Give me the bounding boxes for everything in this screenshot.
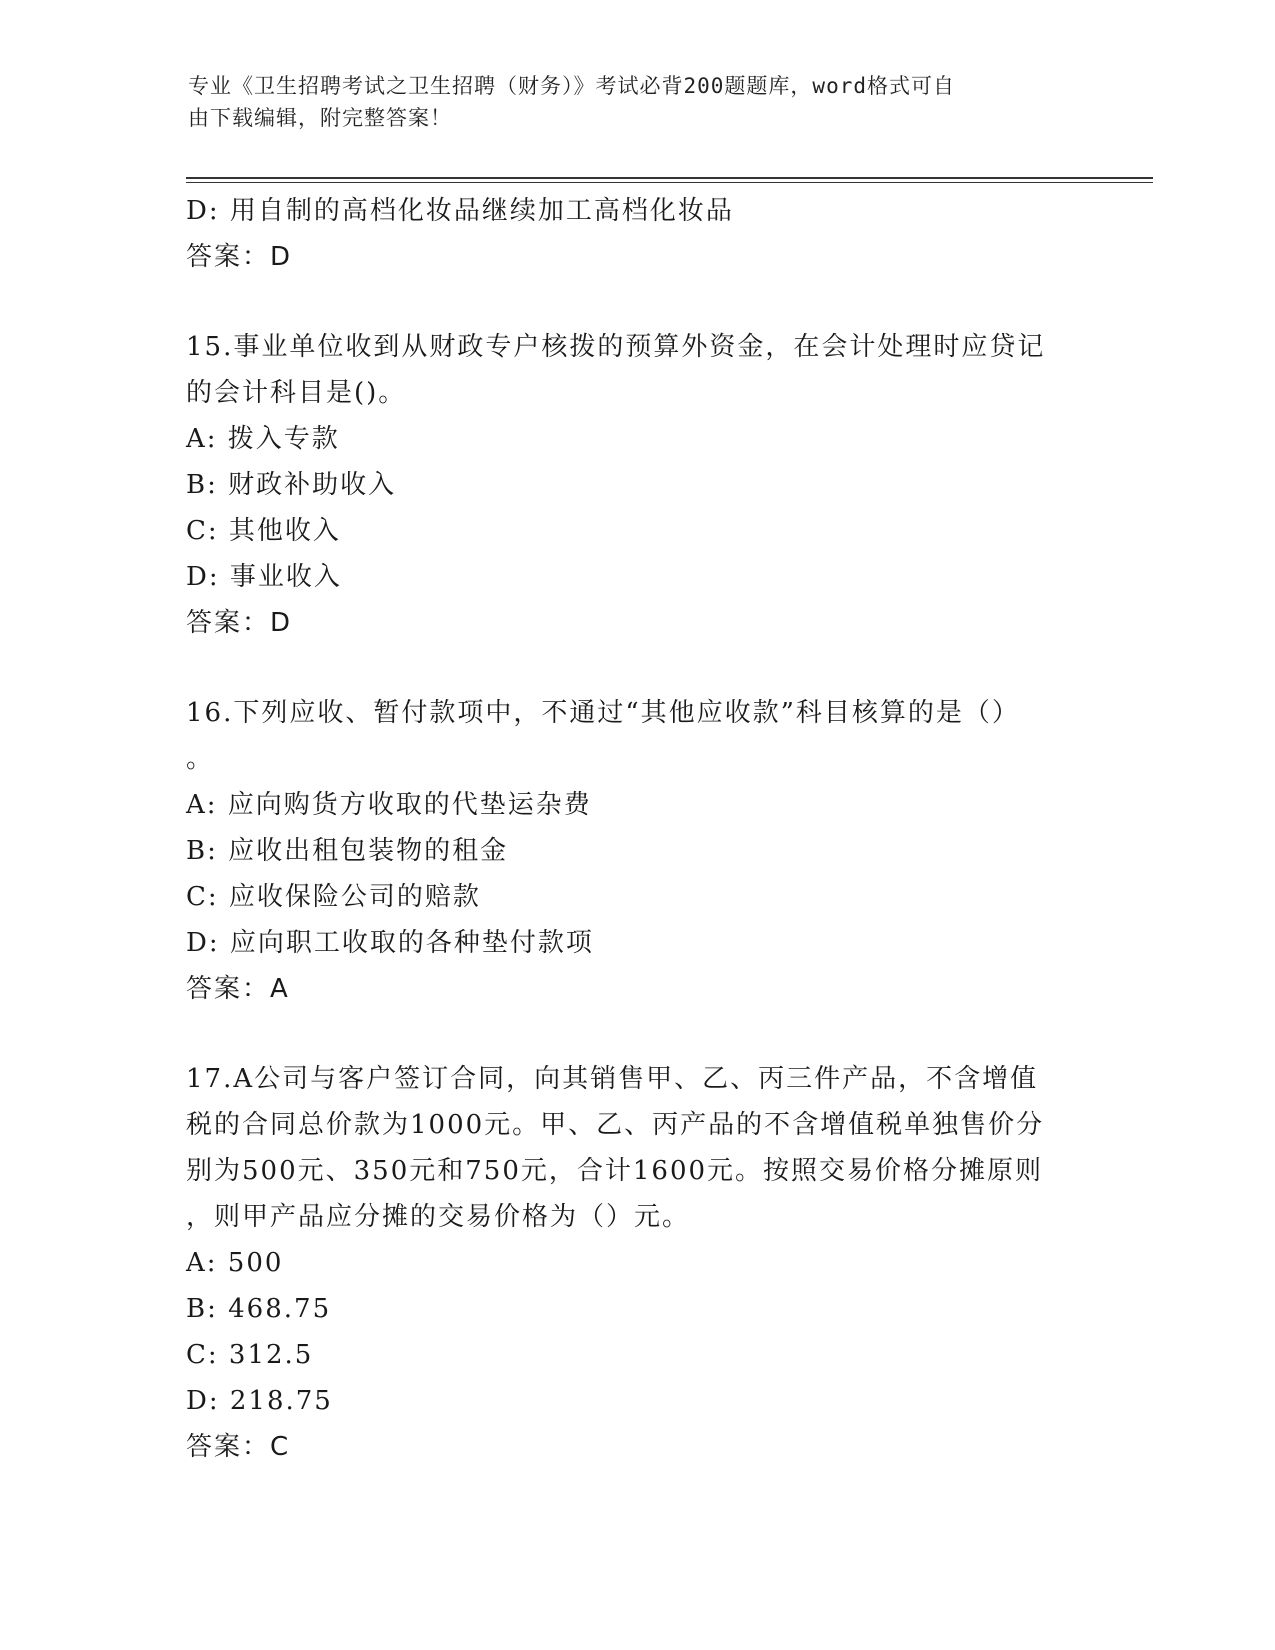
option-b: B: 468.75 bbox=[186, 1294, 332, 1324]
option-a: A: 拨入专款 bbox=[186, 424, 340, 454]
answer-line: 答案：A bbox=[186, 974, 290, 1004]
question-16 bbox=[186, 690, 1086, 1012]
option-c: C: 312.5 bbox=[186, 1340, 314, 1370]
question-stem-line: 的会计科目是()。 bbox=[186, 378, 407, 408]
question-stem-line: 。 bbox=[186, 744, 215, 774]
option-b: B: 财政补助收入 bbox=[186, 470, 397, 500]
header-line-1: 专业《卫生招聘考试之卫生招聘（财务）》考试必背200题题库，word格式可自 bbox=[188, 74, 955, 98]
option-d: D: 218.75 bbox=[186, 1386, 333, 1416]
option-c: C: 应收保险公司的赔款 bbox=[186, 882, 481, 912]
option-a: A: 500 bbox=[186, 1248, 284, 1278]
document-body bbox=[186, 188, 1086, 1470]
answer-line: 答案：C bbox=[186, 1432, 291, 1462]
question-15 bbox=[186, 324, 1086, 646]
question-14-tail bbox=[186, 188, 1086, 280]
question-stem-line: ，则甲产品应分摊的交易价格为（）元。 bbox=[186, 1202, 691, 1232]
option-d: D: 应向职工收取的各种垫付款项 bbox=[186, 928, 594, 958]
question-stem-line: 税的合同总价款为1000元。甲、乙、丙产品的不含增值税单独售价分 bbox=[186, 1110, 1045, 1140]
question-stem-line: 16.下列应收、暂付款项中，不通过“其他应收款”科目核算的是（） bbox=[186, 698, 1020, 728]
option-b: B: 应收出租包装物的租金 bbox=[186, 836, 509, 866]
question-stem-line: 15.事业单位收到从财政专户核拨的预算外资金，在会计处理时应贷记 bbox=[186, 332, 1046, 362]
document-header bbox=[188, 70, 1068, 134]
header-rule-thick bbox=[186, 177, 1153, 179]
header-rule-thin bbox=[186, 182, 1153, 183]
option-a: A: 应向购货方收取的代垫运杂费 bbox=[186, 790, 592, 820]
option-c: C: 其他收入 bbox=[186, 516, 341, 546]
spacer bbox=[186, 280, 1086, 324]
answer-line: 答案：D bbox=[186, 608, 293, 638]
answer-line: 答案：D bbox=[186, 242, 293, 272]
option-d: D: 事业收入 bbox=[186, 562, 342, 592]
spacer bbox=[186, 1012, 1086, 1056]
question-stem-line: 17.A公司与客户签订合同，向其销售甲、乙、丙三件产品，不含增值 bbox=[186, 1064, 1039, 1094]
question-17 bbox=[186, 1056, 1086, 1470]
option-d: D: 用自制的高档化妆品继续加工高档化妆品 bbox=[186, 196, 734, 226]
spacer bbox=[186, 646, 1086, 690]
header-line-2: 由下载编辑，附完整答案！ bbox=[188, 106, 452, 130]
question-stem-line: 别为500元、350元和750元，合计1600元。按照交易价格分摊原则 bbox=[186, 1156, 1044, 1186]
